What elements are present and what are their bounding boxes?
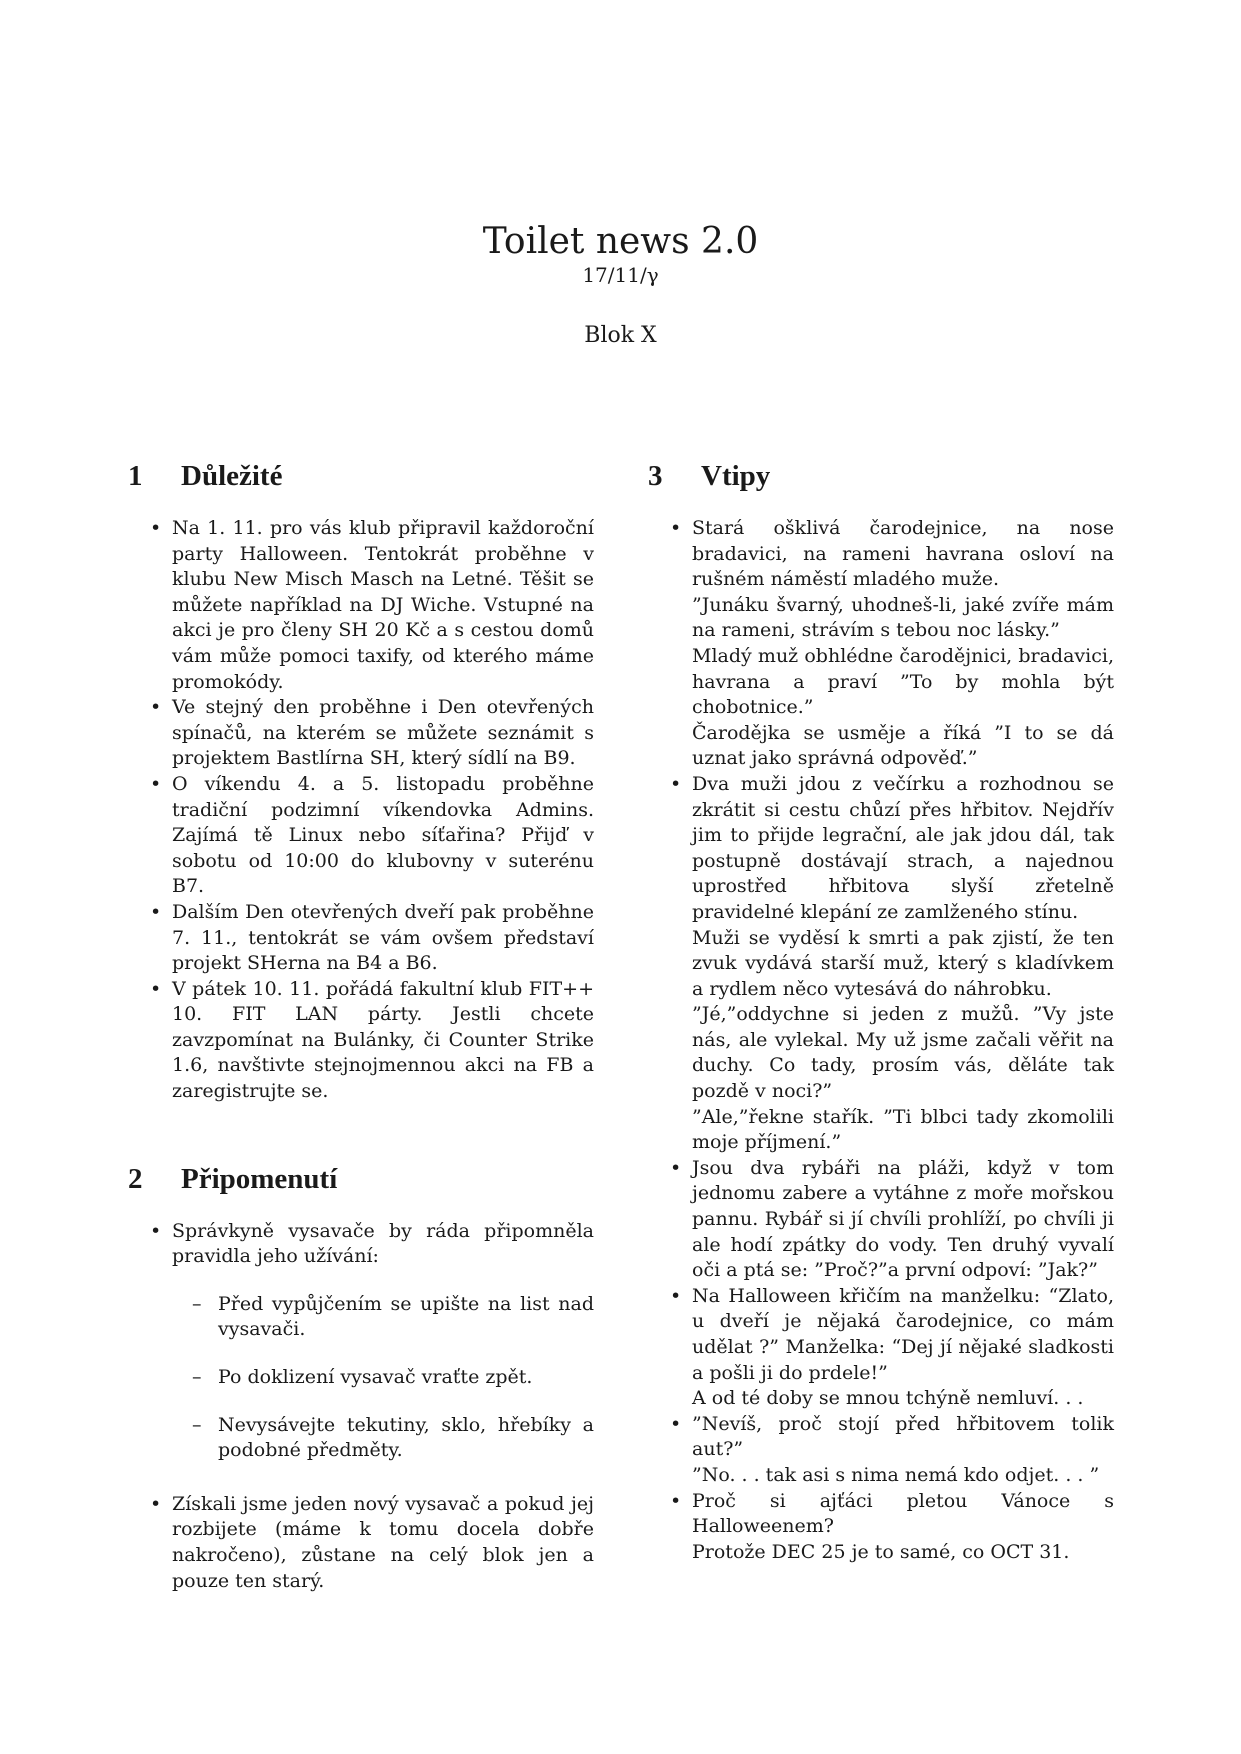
section-1-list	[128, 516, 594, 1105]
bullet-icon: •	[150, 977, 162, 1000]
list-item: • Stará ošklivá čarodejnice, na nose bradavici, na rameni havrana osloví na rušném náměstí mladého muže. ”Junáku švarný, uhodneš-li, jaké zvíře mám na rameni, strávím s tebou noc lásky.” Mladý muž obhlédne čarodějnici, bradavici, havrana a praví ”To by mohla být chobotnice.” Čarodějka se usměje a říká ”I to se dá uznat jako správná odpověď.”	[670, 517, 1114, 770]
bullet-icon: •	[150, 900, 162, 923]
sub-list	[172, 1292, 594, 1464]
list-item: • V pátek 10. 11. pořádá fakultní klub FIT++ 10. FIT LAN párty. Jestli chcete zavzpomínat na Bulánky, či Counter Strike 1.6, navštivte stejnojmennou akci na FB a zaregistrujte se.	[150, 977, 594, 1103]
list-item: • Dva muži jdou z večírku a rozhodnou se zkrátit si cestu chůzí přes hřbitov. Nejdřív jim to přijde legrační, ale jak jdou dál, tak postupně dostávají strach, a najednou uprostřed hřbitova slyší zřetelně pravidelné klepání ze zamlženého stínu. Muži se vyděsí k smrti a pak zjistí, že ten zvuk vydává starší muž, který s kladívkem a rydlem něco vytesává do náhrobku. ”Jé,”oddychne si jeden z mužů. ”Vy jste nás, ale vylekal. My už jsme začali věřit na duchy. Co tady, prosím vás, děláte tak pozdě v noci?” ”Ale,”řekne stařík. ”Ti blbci tady zkomolili moje příjmení.”	[670, 772, 1114, 1154]
bullet-icon: •	[670, 772, 682, 795]
bullet-icon: •	[670, 1489, 682, 1512]
document-header	[0, 222, 1241, 350]
dash-icon: –	[192, 1413, 202, 1436]
section-title: Vtipy	[701, 460, 771, 492]
section-heading-2	[128, 1161, 594, 1197]
list-item: • Získali jsme jeden nový vysavač a pokud jej rozbijete (máme k tomu docela dobře nakročeno), zůstane na celý blok jen a pouze ten starý.	[150, 1492, 594, 1592]
section-title: Důležité	[181, 460, 283, 492]
list-item	[128, 1219, 594, 1464]
section-heading-1	[128, 458, 594, 494]
sub-list-item: – Nevysávejte tekutiny, sklo, hřebíky a podobné předměty.	[192, 1413, 594, 1462]
section-number: 2	[128, 1162, 143, 1195]
list-item: • Proč si ajťáci pletou Vánoce s Halloweenem? Protože DEC 25 je to samé, co OCT 31.	[670, 1489, 1114, 1563]
left-column	[128, 458, 594, 1594]
section-2-list	[128, 1219, 594, 1595]
section-3-list	[648, 516, 1114, 1565]
dash-icon: –	[192, 1366, 202, 1389]
bullet-icon: •	[670, 517, 682, 539]
right-column	[648, 458, 1114, 1565]
document-title: Toilet news 2.0	[482, 221, 759, 262]
list-item: • Jsou dva rybáři na pláži, když v tom jednomu zabere a vytáhne z moře mořskou pannu. Rybář si jí chvíli prohlíží, po chvíli ji ale hodí zpátky do vody. Ten druhý vyvalí oči a ptá se: ”Proč?”a první odpoví: ”Jak?”	[670, 1156, 1114, 1282]
bullet-icon: •	[670, 1412, 682, 1435]
list-item: • Ve stejný den proběhne i Den otevřených spínačů, na kterém se můžete seznámit s projektem Bastlírna SH, který sídlí na B9.	[150, 696, 594, 770]
document-block: Blok X	[584, 323, 657, 348]
sub-list-item: – Po doklizení vysavač vraťte zpět.	[172, 1365, 594, 1391]
bullet-icon: •	[150, 1219, 162, 1242]
section-title: Připomenutí	[181, 1162, 338, 1195]
list-item: • ”Nevíš, proč stojí před hřbitovem tolik aut?” ”No. . . tak asi s nima nemá kdo odjet. . . ”	[670, 1412, 1114, 1486]
bullet-icon: •	[670, 1284, 682, 1307]
list-item: • Na Halloween křičím na manželku: “Zlato, u dveří je nějaká čarodejnice, co mám udělat ?” Manželka: “Dej jí nějaké sladkosti a pošli ji do prdele!” A od té doby se mnou tchýně nemluví. . .	[670, 1284, 1114, 1410]
section-number: 1	[128, 460, 143, 492]
sub-list-item: – Před vypůjčením se upište na list nad vysavači.	[192, 1292, 594, 1341]
bullet-icon: •	[150, 772, 162, 795]
list-item-text: Správkyně vysavače by ráda připomněla pravidla jeho užívání:	[172, 1219, 594, 1268]
bullet-icon: •	[670, 1156, 682, 1179]
dash-icon: –	[192, 1292, 202, 1315]
bullet-icon: •	[150, 517, 162, 539]
bullet-icon: •	[150, 1492, 162, 1515]
document-date: 17/11/γ	[582, 263, 659, 287]
section-number: 3	[648, 460, 663, 492]
section-heading-3	[648, 458, 1114, 494]
list-item: • Na 1. 11. pro vás klub připravil každoroční party Halloween. Tentokrát proběhne v klubu New Misch Masch na Letné. Těšit se můžete například na DJ Wiche. Vstupné na akci je pro členy SH 20 Kč a s cestou domů vám může pomoci taxify, od kterého máme promokódy.	[150, 517, 594, 693]
list-item: • Dalším Den otevřených dveří pak proběhne 7. 11., tentokrát se vám ovšem představí projekt SHerna na B4 a B6.	[150, 900, 594, 975]
bullet-icon: •	[150, 696, 162, 719]
list-item: • O víkendu 4. a 5. listopadu proběhne tradiční podzimní víkendovka Admins. Zajímá tě Linux nebo síťařina? Přijď v sobotu od 10:00 do klubovny v suterénu B7.	[150, 772, 594, 898]
